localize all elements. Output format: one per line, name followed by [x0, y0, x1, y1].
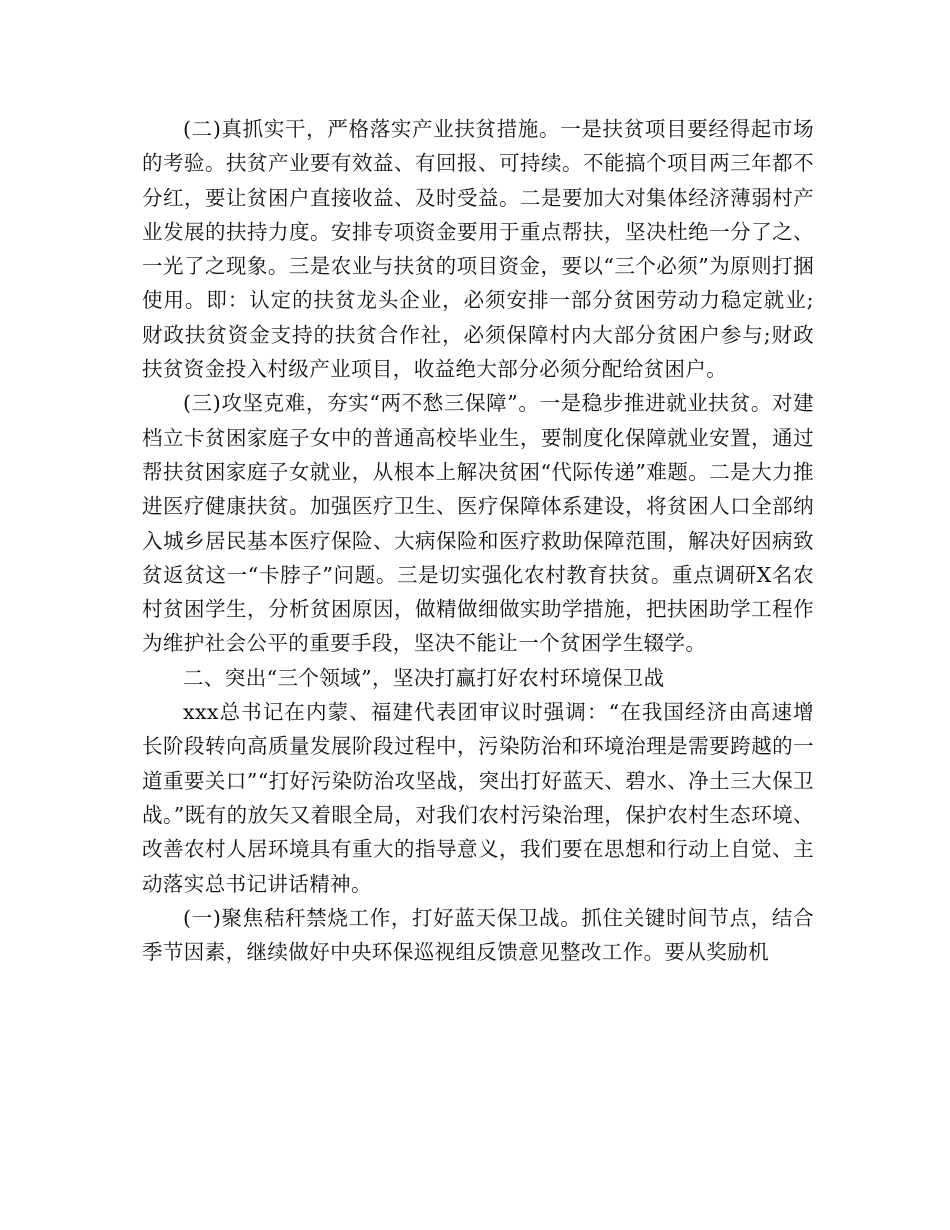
- paragraph-industry-poverty-measures: (二)真抓实干，严格落实产业扶贫措施。一是扶贫项目要经得起市场的考验。扶贫产业要有效益、有回报、可持续。不能搞个项目两三年都不分红，要让贫困户直接收益、及时受益。二是要加大对集体经济薄弱村产业发展的扶持力度。安排专项资金要用于重点帮扶，坚决杜绝一分了之、一光了之现象。三是农业与扶贫的项目资金，要以“三个必须”为原则打捆使用。即：认定的扶贫龙头企业，必须安排一部分贫困劳动力稳定就业;财政扶贫资金支持的扶贫合作社，必须保障村内大部分贫困户参与;财政扶贫资金投入村级产业项目，收益绝大部分必须分配给贫困户。: [142, 117, 814, 382]
- section-heading-environment: 二、突出“三个领域”，坚决打赢打好农村环境保卫战: [183, 665, 665, 690]
- paragraph-straw-burning-ban: (一)聚焦秸秆禁烧工作，打好蓝天保卫战。抓住关键时间节点，结合季节因素，继续做好中央环保巡视组反馈意见整改工作。要从奖励机: [142, 905, 814, 965]
- document-page: [142, 112, 814, 969]
- paragraph-two-assurances: (三)攻坚克难，夯实“两不愁三保障”。一是稳步推进就业扶贫。对建档立卡贫困家庭子女中的普通高校毕业生，要制度化保障就业安置，通过帮扶贫困家庭子女就业，从根本上解决贫困“代际传递”难题。二是大力推进医疗健康扶贫。加强医疗卫生、医疗保障体系建设，将贫困人口全部纳入城乡居民基本医疗保险、大病保险和医疗救助保障范围，解决好因病致贫返贫这一“卡脖子”问题。三是切实强化农村教育扶贫。重点调研X名农村贫困学生，分析贫困原因，做精做细做实助学措施，把扶困助学工程作为维护社会公平的重要手段，坚决不能让一个贫困学生辍学。: [142, 391, 814, 656]
- paragraph-pollution-control-quote: xxx总书记在内蒙、福建代表团审议时强调：“在我国经济由高速增长阶段转向高质量发展阶段过程中，污染防治和环境治理是需要跨越的一道重要关口”“打好污染防治攻坚战，突出打好蓝天、碧水、净土三大保卫战。”既有的放矢又着眼全局，对我们农村污染治理，保护农村生态环境、改善农村人居环境具有重大的指导意义，我们要在思想和行动上自觉、主动落实总书记讲话精神。: [142, 700, 814, 896]
